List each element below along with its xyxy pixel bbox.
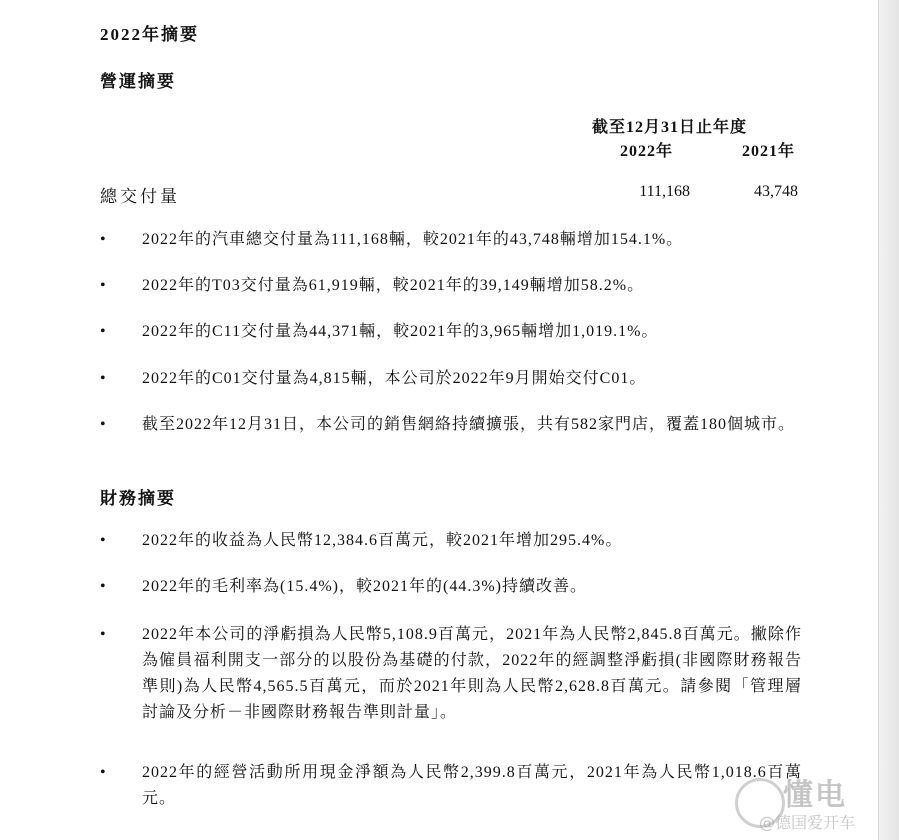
- bullet-text: 2022年的汽車總交付量為111,168輛，較2021年的43,748輛增加154.1%。: [142, 231, 684, 248]
- bullet-text: 2022年的收益為人民幣12,384.6百萬元，較2021年增加295.4%。: [142, 532, 623, 549]
- table-col-2021: 2021年: [742, 143, 796, 160]
- bullet-text: 2022年的C11交付量為44,371輛，較2021年的3,965輛增加1,019.1%。: [142, 323, 659, 340]
- watermark: [735, 770, 885, 832]
- bullet-icon: •: [100, 323, 106, 340]
- watermark-brand: 懂电: [783, 778, 847, 813]
- bullet-text: 2022年的經營活動所用現金淨額為人民幣2,399.8百萬元，2021年為人民幣1,018.6百萬元。: [142, 764, 802, 807]
- page-edge: [878, 0, 899, 840]
- page-title: 2022年摘要: [100, 25, 199, 44]
- bullet-icon: •: [100, 626, 106, 643]
- table-col-2022: 2022年: [620, 143, 674, 160]
- bullet-icon: •: [100, 416, 106, 433]
- ops-heading: 營運摘要: [100, 72, 176, 91]
- bullet-text: 2022年的C01交付量為4,815輛，本公司於2022年9月開始交付C01。: [142, 370, 647, 387]
- bullet-text: 2022年本公司的淨虧損為人民幣5,108.9百萬元，2021年為人民幣2,845.8百萬元。撇除作為僱員福利開支一部分的以股份為基礎的付款，2022年的經調整淨虧損(非國際財務報告準則)為人民幣4,565.5百萬元，而於2021年則為人民幣2,628.8百萬元。請參閱「管理層討論及分析－非國際財務報告準則計量」。: [142, 626, 802, 721]
- bullet-icon: •: [100, 578, 106, 595]
- fin-heading: 財務摘要: [100, 489, 176, 508]
- table-cell-2021: 43,748: [754, 183, 798, 200]
- table-cell-2022: 111,168: [639, 183, 690, 200]
- bullet-icon: •: [100, 277, 106, 294]
- bullet-text: 2022年的毛利率為(15.4%)，較2021年的(44.3%)持續改善。: [142, 578, 587, 595]
- bullet-icon: •: [100, 370, 106, 387]
- table-period-header: 截至12月31日止年度: [592, 119, 748, 136]
- bullet-icon: •: [100, 764, 106, 781]
- watermark-handle: @德国爱开车: [759, 813, 856, 832]
- bullet-icon: •: [100, 532, 106, 549]
- bullet-icon: •: [100, 231, 106, 248]
- bullet-text: 截至2022年12月31日，本公司的銷售網絡持續擴張，共有582家門店，覆蓋180個城市。: [142, 416, 796, 433]
- bullet-text: 2022年的T03交付量為61,919輛，較2021年的39,149輛增加58.2%。: [142, 277, 645, 294]
- table-row-label: 總交付量: [100, 187, 180, 206]
